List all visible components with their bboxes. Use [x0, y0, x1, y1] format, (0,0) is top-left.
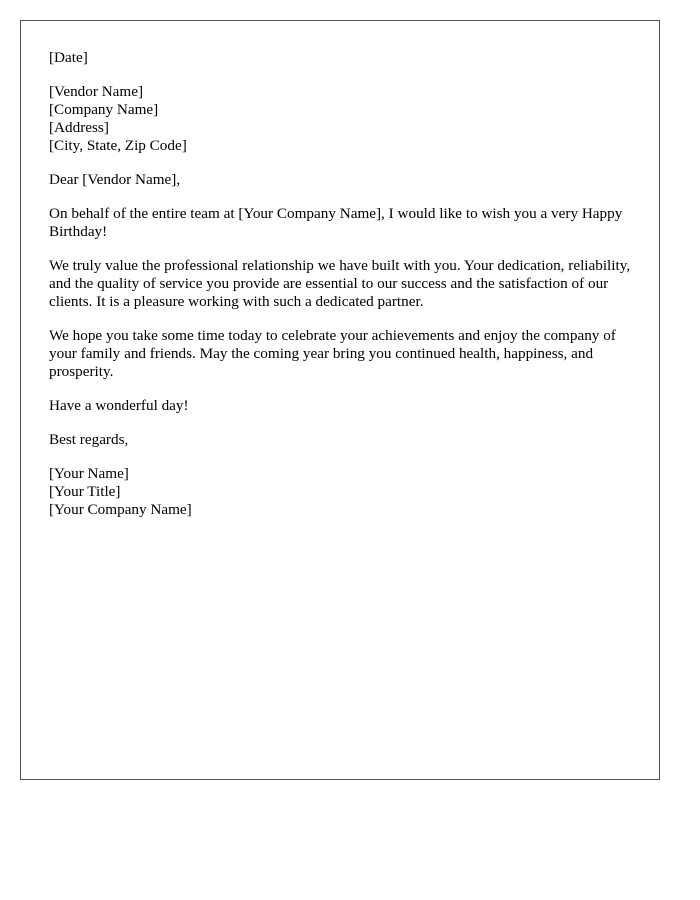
letter-date: [Date]	[49, 49, 88, 66]
signature-company: [Your Company Name]	[49, 501, 192, 518]
recipient-address-block	[49, 83, 631, 155]
body-paragraph-3: We hope you take some time today to celebrate your achievements and enjoy the company of your family and friends. May the coming year bring you continued health, happiness, and prosperity.	[49, 327, 616, 380]
salutation: Dear [Vendor Name],	[49, 171, 181, 188]
signature-block	[49, 465, 631, 519]
recipient-company-name: [Company Name]	[49, 101, 159, 118]
closing: Best regards,	[49, 431, 129, 448]
body-paragraph-1: On behalf of the entire team at [Your Company Name], I would like to wish you a very Happy Birthday!	[49, 205, 623, 240]
recipient-vendor-name: [Vendor Name]	[49, 83, 144, 100]
body-paragraph-2: We truly value the professional relationship we have built with you. Your dedication, reliability, and the quality of service you provide are essential to our success and the satisfaction of our clients. It is a pleasure working with such a dedicated partner.	[49, 257, 631, 310]
letter-page	[20, 20, 660, 780]
recipient-city-state-zip: [City, State, Zip Code]	[49, 137, 187, 154]
signature-name: [Your Name]	[49, 465, 129, 482]
signature-title: [Your Title]	[49, 483, 121, 500]
recipient-address: [Address]	[49, 119, 109, 136]
body-paragraph-4: Have a wonderful day!	[49, 397, 189, 414]
